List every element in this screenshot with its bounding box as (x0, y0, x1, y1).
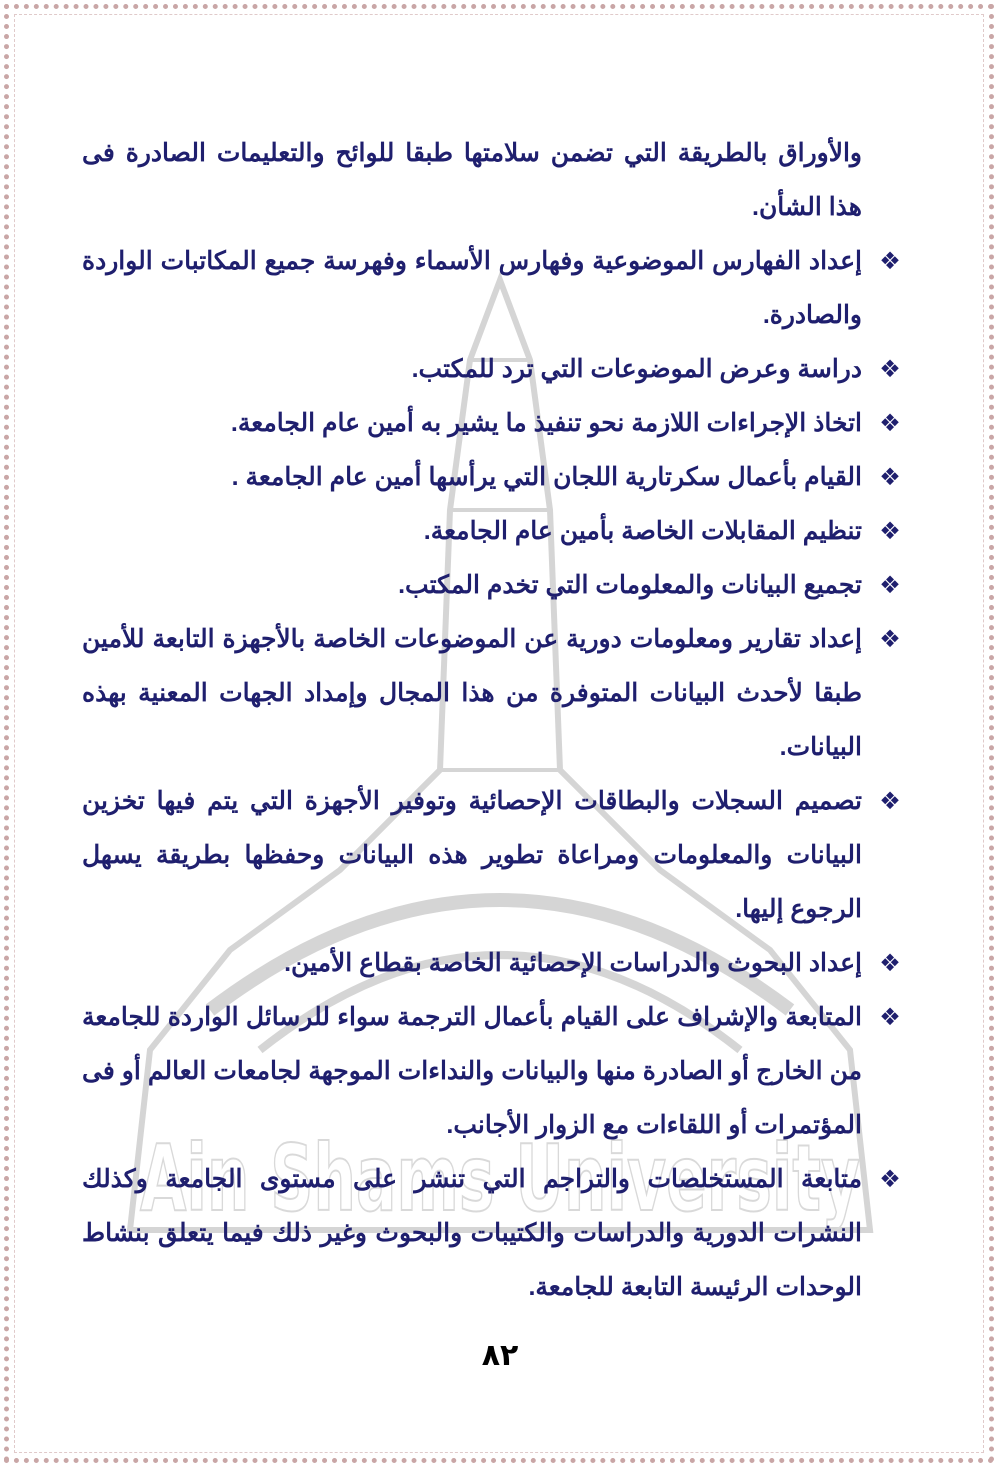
list-item (82, 504, 910, 558)
duties-list (82, 234, 910, 1314)
list-item (82, 396, 910, 450)
diamond-bullet-icon: ❖ (879, 787, 901, 815)
list-item (82, 342, 910, 396)
list-item-text: تصميم السجلات والبطاقات الإحصائية وتوفير الأجهزة التي يتم فيها تخزين البيانات والمعلومات ومراعاة تطوير هذه البيانات وحفظها بطريقة يسهل الرجوع إليها. (82, 787, 862, 923)
list-item-text: القيام بأعمال سكرتارية اللجان التي يرأسها أمين عام الجامعة . (231, 463, 862, 491)
list-item-text: إعداد الفهارس الموضوعية وفهارس الأسماء وفهرسة جميع المكاتبات الواردة والصادرة. (82, 247, 862, 329)
list-item (82, 612, 910, 774)
list-item (82, 558, 910, 612)
list-item (82, 936, 910, 990)
list-item-text: دراسة وعرض الموضوعات التي ترد للمكتب. (411, 355, 862, 383)
diamond-bullet-icon: ❖ (879, 1165, 901, 1193)
list-item (82, 774, 910, 936)
document-body (82, 126, 910, 1314)
list-item-text: تنظيم المقابلات الخاصة بأمين عام الجامعة. (423, 517, 862, 545)
diamond-bullet-icon: ❖ (879, 1003, 901, 1031)
list-item (82, 990, 910, 1152)
list-item (82, 450, 910, 504)
list-item (82, 234, 910, 342)
list-item-text: اتخاذ الإجراءات اللازمة نحو تنفيذ ما يشير به أمين عام الجامعة. (230, 409, 862, 437)
list-item-text: متابعة المستخلصات والتراجم التي تنشر على مستوى الجامعة وكذلك النشرات الدورية والدراسات والكتيبات والبحوث وغير ذلك فيما يتعلق بنشاط الوحدات الرئيسة التابعة للجامعة. (82, 1165, 862, 1301)
list-item (82, 1152, 910, 1314)
diamond-bullet-icon: ❖ (879, 409, 901, 437)
diamond-bullet-icon: ❖ (879, 247, 901, 275)
watermark-text: Ain Shams University (140, 1125, 860, 1232)
diamond-bullet-icon: ❖ (879, 517, 901, 545)
list-item-text: المتابعة والإشراف على القيام بأعمال الترجمة سواء للرسائل الواردة للجامعة من الخارج أو الصادرة منها والبيانات والنداءات الموجهة لجامعات العالم أو فى المؤتمرات أو اللقاءات مع الزوار الأجانب. (82, 1003, 862, 1139)
page-number: ٨٢ (481, 1338, 519, 1373)
diamond-bullet-icon: ❖ (879, 571, 901, 599)
list-item-text: إعداد البحوث والدراسات الإحصائية الخاصة بقطاع الأمين. (284, 949, 862, 977)
diamond-bullet-icon: ❖ (879, 949, 901, 977)
diamond-bullet-icon: ❖ (879, 463, 901, 491)
list-item-text: تجميع البيانات والمعلومات التي تخدم المكتب. (398, 571, 862, 599)
diamond-bullet-icon: ❖ (879, 355, 901, 383)
continued-paragraph: والأوراق بالطريقة التي تضمن سلامتها طبقا للوائح والتعليمات الصادرة فى هذا الشأن. (82, 139, 862, 221)
list-item-text: إعداد تقارير ومعلومات دورية عن الموضوعات الخاصة بالأجهزة التابعة للأمين طبقا لأحدث البيانات المتوفرة من هذا المجال وإمداد الجهات المعنية بهذه البيانات. (82, 625, 862, 761)
diamond-bullet-icon: ❖ (879, 625, 901, 653)
